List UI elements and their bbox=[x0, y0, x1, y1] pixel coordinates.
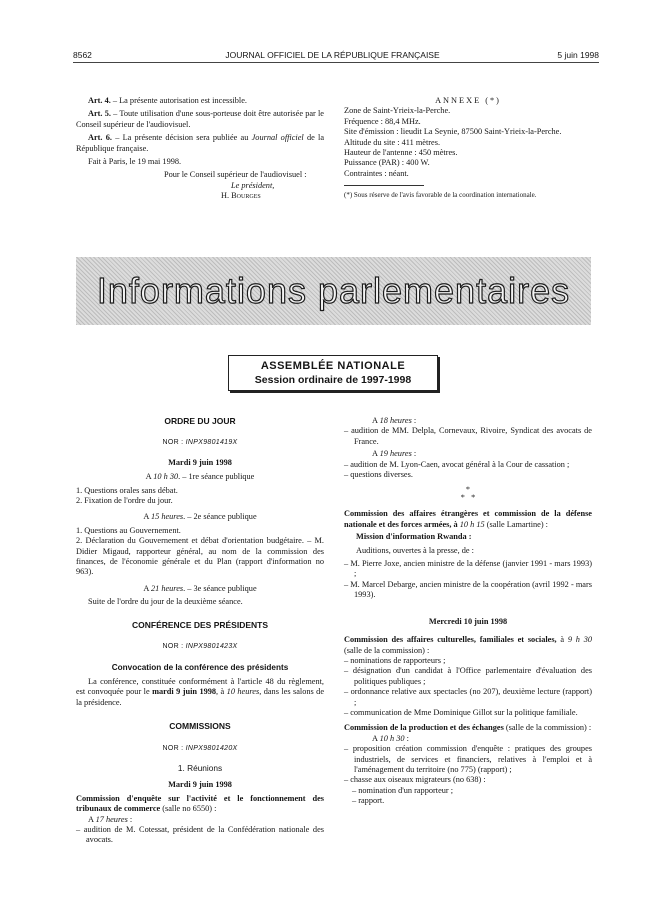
agenda-item: – chasse aux oiseaux migrateurs (no 638) : bbox=[344, 775, 486, 785]
seance-1-item: 1. Questions orales sans débat. bbox=[76, 485, 178, 495]
annexe-title: ANNEXE (*) bbox=[435, 96, 501, 105]
sub-item: – rapport. bbox=[352, 796, 385, 806]
seance-3: A 21 heures. – 3e séance publique bbox=[143, 583, 257, 593]
nor-reference: NOR : INPX9801420X bbox=[162, 744, 238, 752]
sub-item: – nomination d'un rapporteur ; bbox=[352, 785, 454, 795]
agenda-item: – proposition création commission d'enquête : pratiques des groupes industriels, de services et financiers, relatives à l'emploi et à l'aménagement du territoire (no 775) (rapport) ; bbox=[344, 744, 592, 774]
pour-le-conseil: Pour le Conseil supérieur de l'audiovisuel : bbox=[164, 170, 307, 180]
annexe-line: Contraintes : néant. bbox=[344, 168, 409, 178]
mercredi-heading: Mercredi 10 juin 1998 bbox=[428, 616, 508, 626]
issue-date: 5 juin 1998 bbox=[557, 50, 599, 60]
commissions-heading: COMMISSIONS bbox=[169, 721, 231, 732]
session-label: Session ordinaire de 1997-1998 bbox=[254, 374, 412, 386]
convocation-text: La conférence, constituée conformément à l'article 48 du règlement, est convoquée pour le mardi 9 juin 1998, à 10 heures, dans les salons de la présidence. bbox=[76, 676, 324, 707]
assemblee-box bbox=[228, 355, 438, 391]
page-number: 8562 bbox=[73, 50, 92, 60]
agenda-item: – communication de Mme Dominique Gillot sur la politique familiale. bbox=[344, 707, 578, 717]
time-19h: A 19 heures : bbox=[372, 449, 417, 459]
journal-title: JOURNAL OFFICIEL DE LA RÉPUBLIQUE FRANÇAISE bbox=[225, 50, 440, 60]
annexe-line: Site d'émission : lieudit La Seynie, 87500 Saint-Yrieix-la-Perche. bbox=[344, 127, 562, 137]
header-rule bbox=[73, 62, 599, 63]
annexe-footnote: (*) Sous réserve de l'avis favorable de la coordination internationale. bbox=[344, 191, 537, 200]
ordre-du-jour-heading: ORDRE DU JOUR bbox=[164, 416, 236, 426]
time-18h: A 18 heures : bbox=[372, 416, 417, 425]
top-left-column bbox=[76, 96, 324, 202]
article-4: Art. 4. – La présente autorisation est incessible. bbox=[88, 96, 247, 105]
nor-reference: NOR : INPX9801423X bbox=[162, 643, 238, 651]
audition-item: – audition de M. Lyon-Caen, avocat général à la Cour de cassation ; bbox=[344, 459, 570, 469]
time-17h: A 17 heures : bbox=[88, 814, 133, 824]
audition-item: – audition de MM. Delpla, Cornevaux, Rivoire, Syndicat des avocats de France. bbox=[344, 426, 592, 446]
mardi-heading-2: Mardi 9 juin 1998 bbox=[168, 780, 232, 790]
mardi-heading: Mardi 9 juin 1998 bbox=[168, 457, 232, 467]
annexe-line: Zone de Saint-Yrieix-la-Perche. bbox=[344, 106, 451, 116]
assemblee-name: ASSEMBLÉE NATIONALE bbox=[260, 360, 406, 372]
annexe-line: Altitude du site : 411 mètres. bbox=[344, 137, 441, 147]
agenda-item: – désignation d'un candidat à l'Office parlementaire d'évaluation des politiques publiques ; bbox=[344, 666, 592, 686]
signatory: H. Bourges bbox=[221, 191, 261, 201]
separator-stars: * bbox=[465, 485, 471, 495]
seance-3-item: Suite de l'ordre du jour de la deuxième séance. bbox=[88, 597, 243, 607]
audition-item: – M. Pierre Joxe, ancien ministre de la défense (janvier 1991 - mars 1993) ; bbox=[344, 559, 592, 579]
right-column bbox=[344, 416, 592, 807]
article-6: Art. 6. – La présente décision sera publiée au Journal officiel de la République française. bbox=[76, 133, 324, 153]
convocation-heading: Convocation de la conférence des présidents bbox=[111, 662, 289, 672]
left-column bbox=[76, 416, 324, 846]
fait-a-paris: Fait à Paris, le 19 mai 1998. bbox=[88, 157, 182, 167]
audition-item: – M. Marcel Debarge, ancien ministre de la coopération (avril 1992 - mars 1993). bbox=[344, 579, 592, 600]
audition-item: – audition de M. Cotessat, président de la Confédération nationale des avocats. bbox=[76, 824, 324, 845]
affaires-etrangeres-commission: Commission des affaires étrangères et commission de la défense nationale et des forces armées, à 10 h 15 (salle Lamartine) : bbox=[344, 509, 592, 529]
section-banner bbox=[76, 257, 591, 325]
culturelles-commission: Commission des affaires culturelles, familiales et sociales, à 9 h 30 (salle de la commission) : bbox=[344, 635, 592, 655]
conference-heading: CONFÉRENCE DES PRÉSIDENTS bbox=[131, 619, 269, 630]
seance-1: A 10 h 30. – 1re séance publique bbox=[145, 472, 255, 482]
audition-item: – questions diverses. bbox=[344, 470, 413, 480]
annexe-lines bbox=[344, 106, 592, 179]
nor-reference: NOR : INPX9801419X bbox=[162, 439, 238, 447]
seance-2-item: 1. Questions au Gouvernement. bbox=[76, 525, 181, 535]
time-10h30: A 10 h 30 : bbox=[372, 733, 409, 743]
president-label: Le président, bbox=[231, 180, 275, 190]
top-right-column bbox=[344, 96, 592, 201]
mission-rwanda: Mission d'information Rwanda : bbox=[356, 532, 472, 542]
production-commission: Commission de la production et des échanges (salle de la commission) : bbox=[344, 723, 592, 733]
footnote-rule bbox=[344, 185, 424, 186]
annexe-line: Hauteur de l'antenne : 450 mètres. bbox=[344, 148, 458, 158]
enquete-commission: Commission d'enquête sur l'activité et le fonctionnement des tribunaux de commerce (salle no 6550) : bbox=[76, 793, 324, 814]
banner-title: Informations parlementaires bbox=[96, 270, 571, 311]
seance-1-item: 2. Fixation de l'ordre du jour. bbox=[76, 496, 173, 506]
agenda-item: – ordonnance relative aux spectacles (no 207), deuxième lecture (rapport) ; bbox=[344, 687, 592, 707]
agenda-item: – nominations de rapporteurs ; bbox=[344, 655, 446, 665]
seance-2: A 15 heures. – 2e séance publique bbox=[143, 512, 257, 522]
seance-2-item: 2. Déclaration du Gouvernement et débat d'orientation budgétaire. – M. Didier Migaud, rapporteur général, au nom de la commission des finances, de l'économie générale et du Plan (rapport d'information no 963). bbox=[76, 536, 324, 577]
annexe-line: Puissance (PAR) : 400 W. bbox=[344, 158, 430, 168]
separator-stars: * * bbox=[460, 493, 476, 503]
reunions-heading: 1. Réunions bbox=[177, 762, 223, 773]
article-5: Art. 5. – Toute utilisation d'une sous-porteuse doit être autorisée par le Conseil supérieur de l'audiovisuel. bbox=[76, 109, 324, 129]
annexe-line: Fréquence : 88,4 MHz. bbox=[344, 116, 421, 126]
auditions-open: Auditions, ouvertes à la presse, de : bbox=[356, 545, 474, 555]
